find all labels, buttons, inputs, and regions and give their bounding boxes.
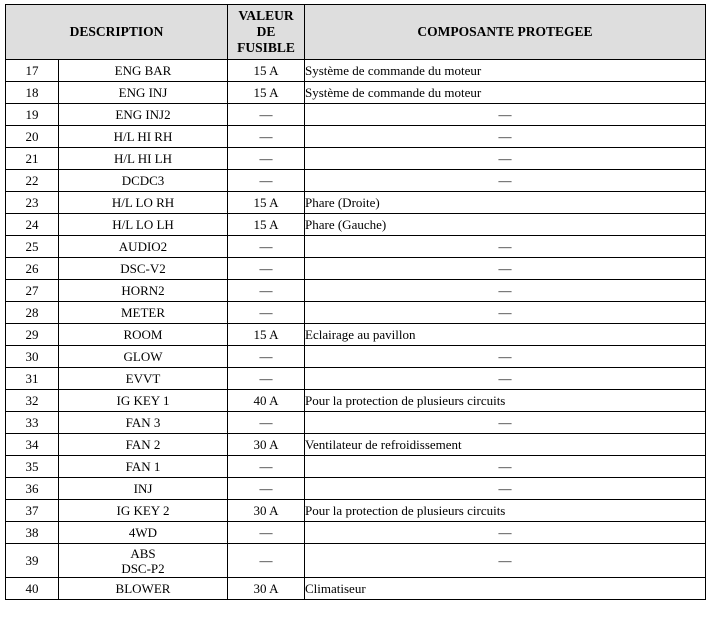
table-row: [6, 578, 706, 600]
protected-component: —: [305, 236, 706, 258]
protected-component: Climatiseur: [305, 578, 706, 600]
table-row: [6, 280, 706, 302]
protected-component: Eclairage au pavillon: [305, 324, 706, 346]
fuse-value: —: [228, 368, 305, 390]
table-row: [6, 500, 706, 522]
fuse-value: —: [228, 280, 305, 302]
fuse-value: 15 A: [228, 60, 305, 82]
table-row: [6, 236, 706, 258]
fuse-description: FAN 3: [59, 412, 228, 434]
table-row: [6, 544, 706, 578]
fuse-description: EVVT: [59, 368, 228, 390]
fuse-value: 15 A: [228, 82, 305, 104]
fuse-description: 4WD: [59, 522, 228, 544]
fuse-value: 30 A: [228, 500, 305, 522]
fuse-value: —: [228, 346, 305, 368]
fuse-number: 34: [6, 434, 59, 456]
fuse-description: ABS DSC-P2: [59, 544, 228, 578]
fuse-value: 15 A: [228, 214, 305, 236]
fuse-value: 15 A: [228, 324, 305, 346]
fuse-number: 23: [6, 192, 59, 214]
header-protected-component: COMPOSANTE PROTEGEE: [305, 5, 706, 60]
fuse-number: 30: [6, 346, 59, 368]
fuse-number: 31: [6, 368, 59, 390]
protected-component: —: [305, 280, 706, 302]
fuse-description: FAN 1: [59, 456, 228, 478]
protected-component: —: [305, 478, 706, 500]
protected-component: —: [305, 412, 706, 434]
fuse-description: IG KEY 1: [59, 390, 228, 412]
table-row: [6, 258, 706, 280]
fuse-description: H/L HI LH: [59, 148, 228, 170]
table-header-row: [6, 5, 706, 60]
fuse-description: HORN2: [59, 280, 228, 302]
protected-component: Pour la protection de plusieurs circuits: [305, 500, 706, 522]
protected-component: Pour la protection de plusieurs circuits: [305, 390, 706, 412]
fuse-description: INJ: [59, 478, 228, 500]
table-row: [6, 412, 706, 434]
fuse-number: 24: [6, 214, 59, 236]
fuse-value: —: [228, 522, 305, 544]
fuse-number: 17: [6, 60, 59, 82]
protected-component: —: [305, 126, 706, 148]
table-row: [6, 478, 706, 500]
table-row: [6, 346, 706, 368]
fuse-value: —: [228, 236, 305, 258]
table-row: [6, 302, 706, 324]
table-row: [6, 82, 706, 104]
fuse-description: H/L LO LH: [59, 214, 228, 236]
fuse-number: 38: [6, 522, 59, 544]
protected-component: Ventilateur de refroidissement: [305, 434, 706, 456]
protected-component: —: [305, 302, 706, 324]
fuse-number: 39: [6, 544, 59, 578]
fuse-value: —: [228, 478, 305, 500]
fuse-number: 28: [6, 302, 59, 324]
fuse-description: DSC-V2: [59, 258, 228, 280]
fuse-number: 33: [6, 412, 59, 434]
protected-component: Phare (Gauche): [305, 214, 706, 236]
header-description: DESCRIPTION: [6, 5, 228, 60]
fuse-number: 40: [6, 578, 59, 600]
table-row: [6, 390, 706, 412]
table-row: [6, 324, 706, 346]
table-row: [6, 170, 706, 192]
table-row: [6, 368, 706, 390]
fuse-value: —: [228, 258, 305, 280]
table-row: [6, 214, 706, 236]
table-row: [6, 60, 706, 82]
protected-component: —: [305, 258, 706, 280]
fuse-number: 35: [6, 456, 59, 478]
fuse-number: 27: [6, 280, 59, 302]
fuse-value: 30 A: [228, 578, 305, 600]
fuse-number: 18: [6, 82, 59, 104]
fuse-description: IG KEY 2: [59, 500, 228, 522]
fuse-table: [5, 4, 706, 600]
protected-component: Système de commande du moteur: [305, 60, 706, 82]
fuse-number: 22: [6, 170, 59, 192]
fuse-value: —: [228, 302, 305, 324]
protected-component: —: [305, 148, 706, 170]
fuse-value: —: [228, 544, 305, 578]
fuse-value: 40 A: [228, 390, 305, 412]
table-row: [6, 522, 706, 544]
table-row: [6, 148, 706, 170]
fuse-value: —: [228, 412, 305, 434]
fuse-description: AUDIO2: [59, 236, 228, 258]
fuse-description: BLOWER: [59, 578, 228, 600]
fuse-value: —: [228, 126, 305, 148]
protected-component: —: [305, 170, 706, 192]
protected-component: —: [305, 522, 706, 544]
protected-component: Système de commande du moteur: [305, 82, 706, 104]
fuse-description: DCDC3: [59, 170, 228, 192]
fuse-value: —: [228, 170, 305, 192]
fuse-description: ENG INJ: [59, 82, 228, 104]
fuse-number: 25: [6, 236, 59, 258]
fuse-description: H/L HI RH: [59, 126, 228, 148]
protected-component: —: [305, 456, 706, 478]
fuse-value: 15 A: [228, 192, 305, 214]
table-row: [6, 456, 706, 478]
protected-component: Phare (Droite): [305, 192, 706, 214]
header-fuse-value: VALEUR DE FUSIBLE: [228, 5, 305, 60]
fuse-number: 26: [6, 258, 59, 280]
protected-component: —: [305, 346, 706, 368]
protected-component: —: [305, 104, 706, 126]
fuse-number: 19: [6, 104, 59, 126]
fuse-number: 20: [6, 126, 59, 148]
fuse-description: H/L LO RH: [59, 192, 228, 214]
fuse-description: METER: [59, 302, 228, 324]
fuse-value: —: [228, 148, 305, 170]
fuse-number: 29: [6, 324, 59, 346]
table-row: [6, 434, 706, 456]
protected-component: —: [305, 368, 706, 390]
table-row: [6, 192, 706, 214]
table-row: [6, 104, 706, 126]
table-row: [6, 126, 706, 148]
fuse-number: 36: [6, 478, 59, 500]
fuse-value: —: [228, 456, 305, 478]
fuse-description: ENG BAR: [59, 60, 228, 82]
fuse-description: ENG INJ2: [59, 104, 228, 126]
fuse-table-body: [6, 60, 706, 600]
fuse-description: GLOW: [59, 346, 228, 368]
fuse-value: 30 A: [228, 434, 305, 456]
fuse-value: —: [228, 104, 305, 126]
fuse-number: 32: [6, 390, 59, 412]
fuse-number: 37: [6, 500, 59, 522]
fuse-description: FAN 2: [59, 434, 228, 456]
fuse-number: 21: [6, 148, 59, 170]
fuse-description: ROOM: [59, 324, 228, 346]
protected-component: —: [305, 544, 706, 578]
